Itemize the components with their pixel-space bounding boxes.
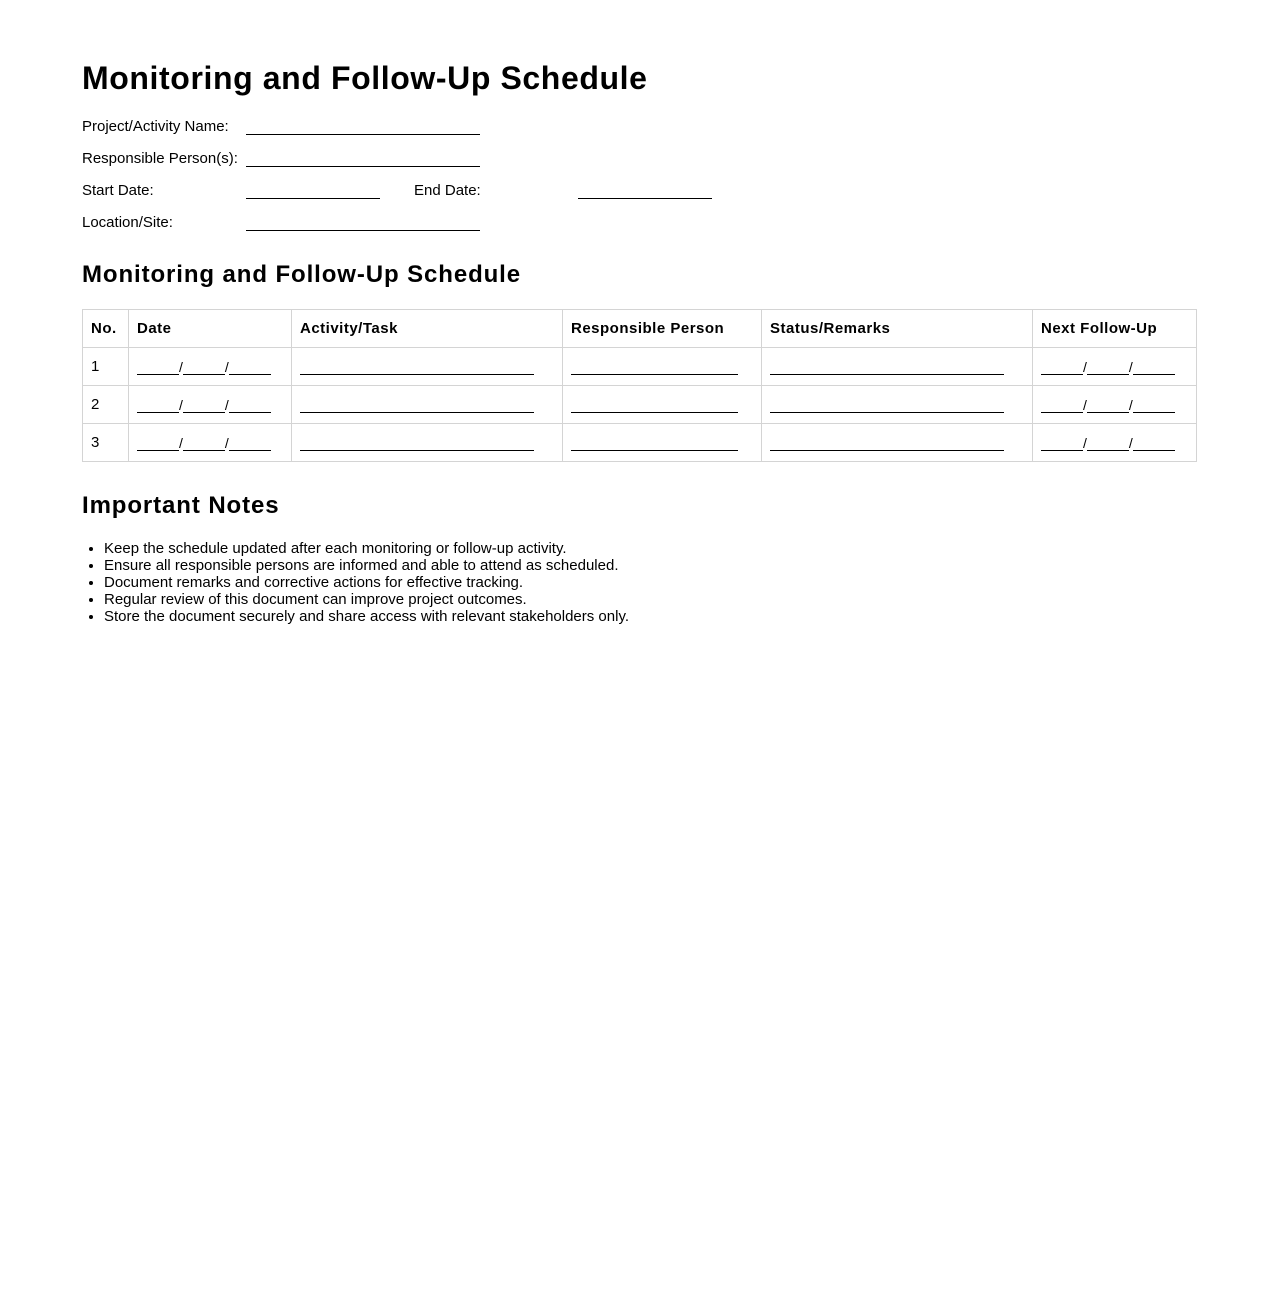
status-cell[interactable]: [762, 386, 1033, 424]
list-item: • Keep the schedule updated after each monitoring or follow-up activity.: [104, 540, 629, 557]
col-header-no: No.: [83, 310, 129, 348]
col-header-activity: Activity/Task: [292, 310, 563, 348]
responsible-cell[interactable]: [563, 424, 762, 462]
list-item: • Store the document securely and share access with relevant stakeholders only.: [104, 608, 629, 625]
location-line[interactable]: [246, 213, 480, 231]
notes-heading: Important Notes: [82, 492, 280, 519]
start-date-line[interactable]: [246, 181, 380, 199]
col-header-next-follow-up: Next Follow-Up: [1033, 310, 1197, 348]
schedule-table: [82, 309, 1197, 462]
date-cell[interactable]: / /: [129, 424, 292, 462]
list-item: • Regular review of this document can improve project outcomes.: [104, 591, 629, 608]
next-follow-up-cell[interactable]: / /: [1033, 386, 1197, 424]
row-number: 2: [83, 386, 129, 424]
responsible-cell[interactable]: [563, 386, 762, 424]
next-follow-up-cell[interactable]: / /: [1033, 348, 1197, 386]
table-row: [83, 424, 1197, 462]
responsible-persons-label: Responsible Person(s):: [82, 150, 238, 167]
activity-cell[interactable]: [292, 424, 563, 462]
list-item: • Document remarks and corrective actions for effective tracking.: [104, 574, 629, 591]
schedule-heading: Monitoring and Follow-Up Schedule: [82, 261, 522, 288]
project-name-label: Project/Activity Name:: [82, 118, 229, 135]
project-name-field: [82, 117, 482, 137]
responsible-persons-line[interactable]: [246, 149, 480, 167]
table-row: [83, 386, 1197, 424]
col-header-responsible: Responsible Person: [563, 310, 762, 348]
date-cell[interactable]: / /: [129, 386, 292, 424]
activity-cell[interactable]: [292, 386, 563, 424]
end-date-line[interactable]: [578, 181, 712, 199]
activity-cell[interactable]: [292, 348, 563, 386]
table-row: [83, 348, 1197, 386]
table-header-row: [83, 310, 1197, 348]
col-header-date: Date: [129, 310, 292, 348]
location-label: Location/Site:: [82, 214, 173, 231]
responsible-cell[interactable]: [563, 348, 762, 386]
dates-field: [82, 181, 722, 201]
project-name-line[interactable]: [246, 117, 480, 135]
date-cell[interactable]: / /: [129, 348, 292, 386]
end-date-label: End Date:: [414, 182, 481, 199]
status-cell[interactable]: [762, 348, 1033, 386]
next-follow-up-cell[interactable]: / /: [1033, 424, 1197, 462]
responsible-persons-field: [82, 149, 482, 169]
start-date-label: Start Date:: [82, 182, 154, 199]
notes-list: [82, 540, 629, 625]
col-header-status: Status/Remarks: [762, 310, 1033, 348]
list-item: • Ensure all responsible persons are informed and able to attend as scheduled.: [104, 557, 629, 574]
location-field: [82, 213, 482, 233]
page-title: Monitoring and Follow-Up Schedule: [82, 60, 648, 96]
row-number: 1: [83, 348, 129, 386]
row-number: 3: [83, 424, 129, 462]
status-cell[interactable]: [762, 424, 1033, 462]
